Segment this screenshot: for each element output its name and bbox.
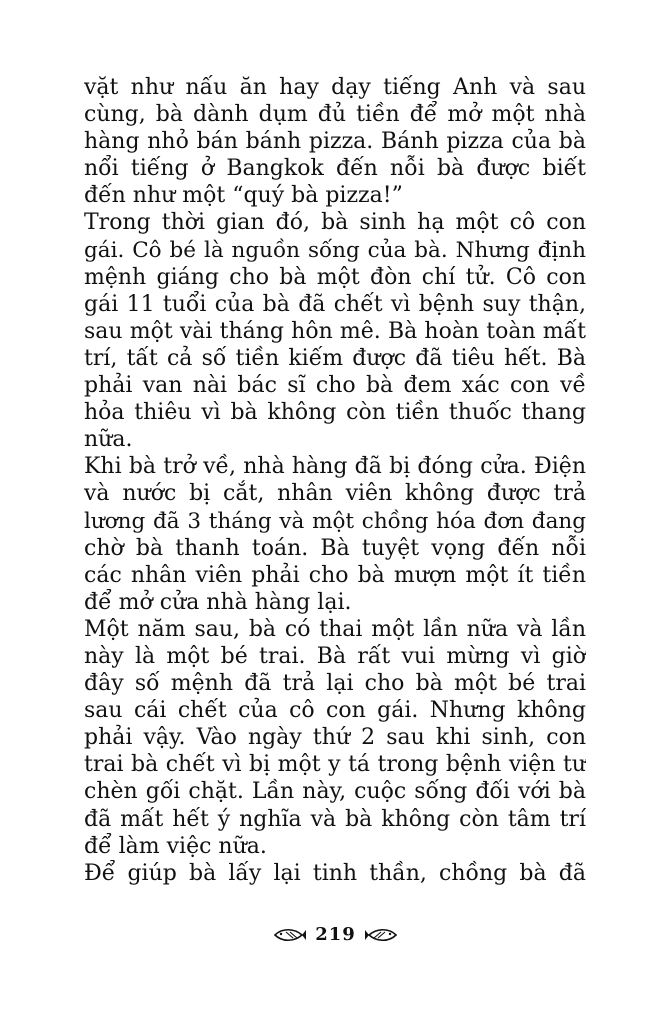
text-line: hàng nhỏ bán bánh pizza. Bánh pizza của bà: [84, 129, 586, 155]
text-line: và nước bị cắt, nhân viên không được trả: [84, 481, 586, 507]
text-line: Khi bà trở về, nhà hàng đã bị đóng cửa. Điện: [84, 454, 586, 480]
text-line: Một năm sau, bà có thai một lần nữa và lần: [84, 616, 586, 642]
text-line: này là một bé trai. Bà rất vui mừng vì giờ: [84, 643, 586, 669]
text-line: để mở cửa nhà hàng lại.: [84, 589, 352, 615]
text-line: lương đã 3 tháng và một chồng hóa đơn đang: [84, 508, 586, 534]
text-line: gái 11 tuổi của bà đã chết vì bệnh suy thận,: [84, 291, 586, 317]
text-line: trí, tất cả số tiền kiếm được đã tiêu hết. Bà: [84, 345, 586, 371]
text-line: hỏa thiêu vì bà không còn tiền thuốc thang: [84, 400, 586, 426]
text-line: đã mất hết ý nghĩa và bà không còn tâm trí: [84, 806, 586, 832]
text-line: phải vậy. Vào ngày thứ 2 sau khi sinh, con: [84, 725, 586, 751]
text-line: nổi tiếng ở Bangkok đến nỗi bà được biết: [84, 156, 586, 182]
text-line: Trong thời gian đó, bà sinh hạ một cô con: [84, 210, 586, 236]
text-line: vặt như nấu ăn hay dạy tiếng Anh và sau: [84, 75, 586, 100]
text-line: mệnh giáng cho bà một đòn chí tử. Cô con: [84, 264, 586, 290]
text-line: sau cái chết của cô con gái. Nhưng không: [84, 698, 586, 724]
text-line: đây số mệnh đã trả lại cho bà một bé trai: [84, 671, 586, 697]
book-page-text: [84, 74, 586, 887]
right-fish-ornament-icon: [364, 927, 398, 943]
text-line: cùng, bà dành dụm đủ tiền để mở một nhà: [84, 102, 586, 128]
text-line: chèn gối chặt. Lần này, cuộc sống đối với bà: [84, 779, 586, 805]
text-line: đến như một “quý bà pizza!”: [84, 183, 403, 209]
text-line: Để giúp bà lấy lại tinh thần, chồng bà đã: [84, 860, 586, 886]
page-number: 219: [315, 924, 356, 945]
text-line: trai bà chết vì bị một y tá trong bệnh viện tư: [84, 752, 586, 778]
text-line: gái. Cô bé là nguồn sống của bà. Nhưng định: [84, 237, 586, 263]
text-line: các nhân viên phải cho bà mượn một ít tiền: [84, 562, 586, 588]
text-line: sau một vài tháng hôn mê. Bà hoàn toàn mất: [84, 318, 586, 344]
text-line: để làm việc nữa.: [84, 833, 267, 859]
page-folio: [0, 924, 671, 945]
left-fish-ornament-icon: [273, 927, 307, 943]
text-line: nữa.: [84, 427, 133, 453]
text-line: chờ bà thanh toán. Bà tuyệt vọng đến nỗi: [84, 535, 586, 561]
text-line: phải van nài bác sĩ cho bà đem xác con về: [84, 373, 586, 399]
